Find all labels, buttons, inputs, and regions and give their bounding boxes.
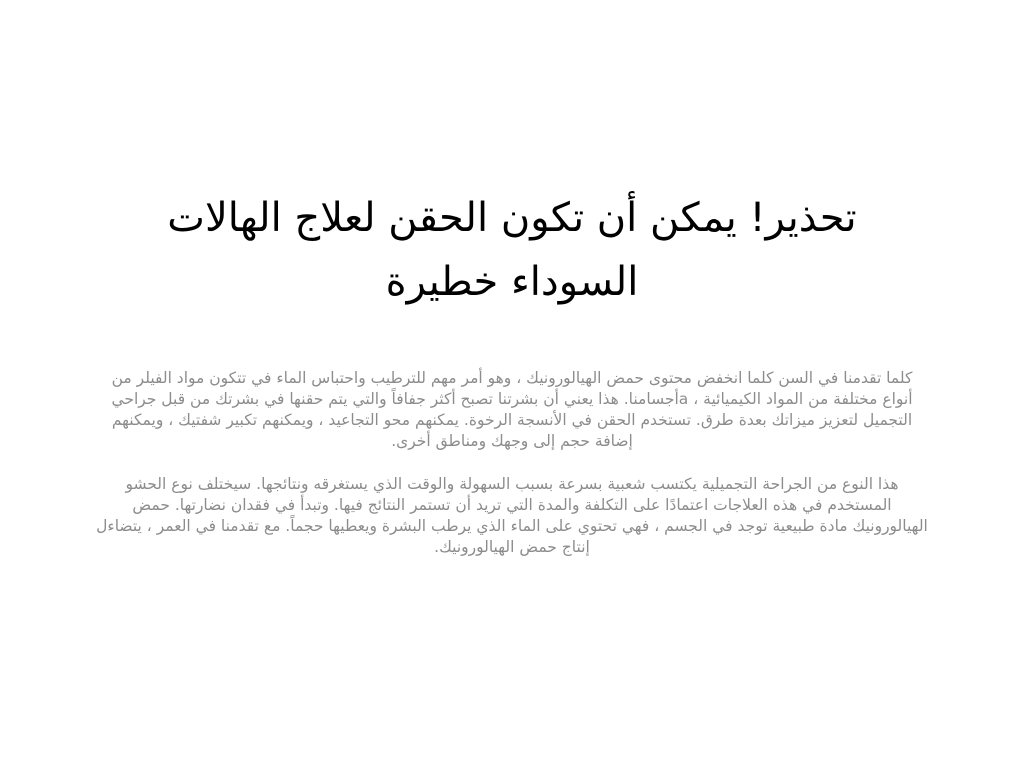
body-paragraph-1: كلما تقدمنا في السن كلما انخفض محتوى حمض الهيالورونيك ، وهو أمر مهم للترطيب واحتباس الماء في تتكون مواد الفيلر من أنواع مختلفة من المواد الكيميائية ، aأجسامنا. هذا يعني أن بشرتنا تصبح أكثر جفافاً والتي يتم حقنها في بشرتك من قبل جراحي التجميل لتعزيز ميزاتك بعدة طرق. تستخدم الحقن في الأنسجة الرخوة. يمكنهم محو التجاعيد ، ويمكنهم تكبير شفتيك ، ويمكنهم إضافة حجم إلى وجهك ومناطق أخرى. xyxy=(111,369,913,450)
slide-title-line-2: السوداء خطيرة xyxy=(385,259,639,305)
slide-body xyxy=(96,368,928,580)
body-paragraph-2: هذا النوع من الجراحة التجميلية يكتسب شعبية بسرعة بسبب السهولة والوقت الذي يستغرقه ونتائجها. سيختلف نوع الحشو المستخدم في هذه العلاجات اعتمادًا على التكلفة والمدة التي تريد أن تستمر النتائج فيها. وتبدأ في فقدان نضارتها. حمض الهيالورونيك مادة طبيعية توجد في الجسم ، فهي تحتوي على الماء الذي يرطب البشرة ويعطيها حجماً. مع تقدمنا في العمر ، يتضاءل إنتاج حمض الهيالورونيك. xyxy=(96,475,928,556)
slide-title-line-1: تحذير! يمكن أن تكون الحقن لعلاج الهالات xyxy=(167,195,857,241)
slide-title xyxy=(80,186,944,314)
